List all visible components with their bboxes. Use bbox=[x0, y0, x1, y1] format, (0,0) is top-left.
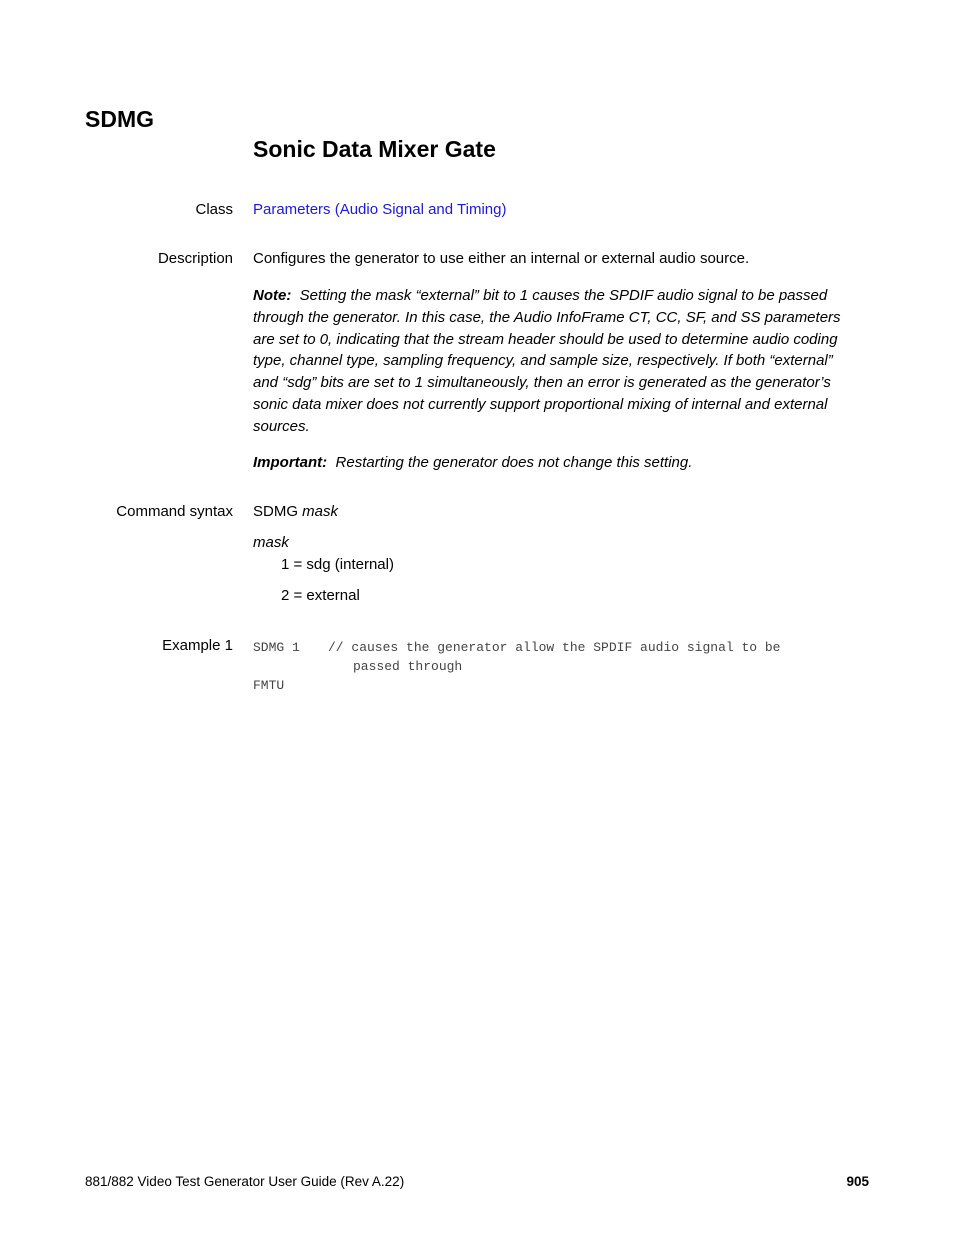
class-label: Class bbox=[195, 201, 233, 218]
page-number: 905 bbox=[846, 1174, 869, 1189]
important-note bbox=[253, 452, 692, 473]
note-label: Note: bbox=[253, 287, 292, 304]
page-title: Sonic Data Mixer Gate bbox=[253, 136, 496, 162]
param-option: 1 = sdg (internal) bbox=[281, 556, 394, 573]
note-line: and “sdg” bits are set to 1 simultaneously, then an error is generated as the generator’s bbox=[253, 374, 831, 392]
important-text: Restarting the generator does not change this setting. bbox=[335, 454, 693, 471]
note-line bbox=[253, 285, 873, 307]
example-code-comment: // causes the generator allow the SPDIF audio signal to be bbox=[328, 640, 781, 655]
syntax-command: SDMG bbox=[253, 503, 298, 520]
param-option: 2 = external bbox=[281, 587, 360, 604]
note-line: through the generator. In this case, the Audio InfoFrame CT, CC, SF, and SS parameters bbox=[253, 308, 841, 326]
example-code-command: SDMG 1 bbox=[253, 640, 300, 655]
example-label: Example 1 bbox=[162, 637, 233, 654]
note-line: are set to 0, indicating that the stream header should be used to determine audio coding bbox=[253, 330, 838, 348]
note-line: sonic data mixer does not currently support proportional mixing of internal and external bbox=[253, 395, 828, 413]
description-label: Description bbox=[157, 250, 233, 267]
footer-doc-title: 881/882 Video Test Generator User Guide (Rev A.22) bbox=[85, 1174, 405, 1189]
syntax-line bbox=[253, 502, 338, 522]
command-name: SDMG bbox=[85, 106, 154, 132]
syntax-label: Command syntax bbox=[116, 503, 233, 520]
note-block bbox=[253, 285, 873, 438]
syntax-param: mask bbox=[302, 503, 339, 520]
param-heading: mask bbox=[253, 534, 289, 551]
description-text: Configures the generator to use either an internal or external audio source. bbox=[253, 250, 750, 267]
note-line: type, channel type, sampling frequency, and sample size, respectively. If both “external” bbox=[253, 352, 833, 370]
example-code-line: FMTU bbox=[253, 678, 285, 693]
example-code-comment-continued: passed through bbox=[353, 659, 463, 674]
important-label: Important: bbox=[253, 454, 328, 471]
class-link[interactable]: Parameters (Audio Signal and Timing) bbox=[253, 201, 507, 218]
note-line: sources. bbox=[253, 417, 310, 435]
note-text: Setting the mask “external” bit to 1 causes the SPDIF audio signal to be passed bbox=[299, 287, 828, 304]
